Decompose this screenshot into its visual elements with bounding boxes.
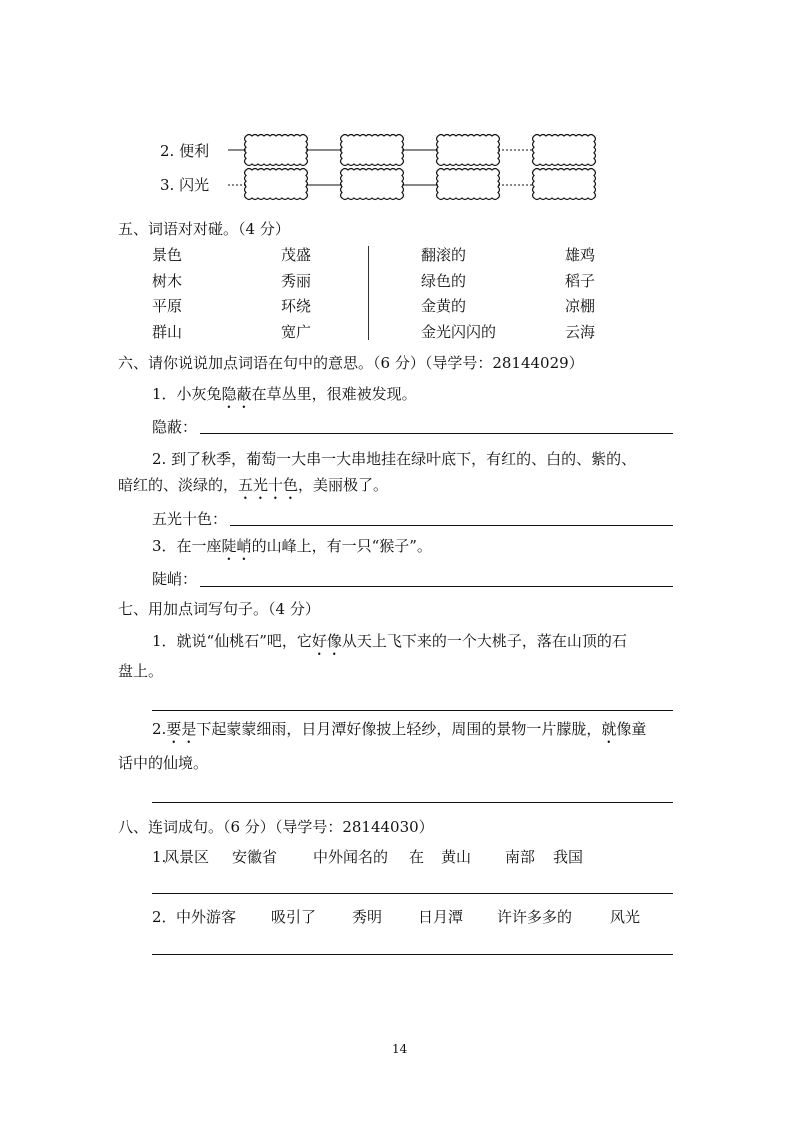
- q5-left-word: 树木: [152, 272, 183, 290]
- q8-title: 八、连词成句。（6 分）（导学号：28144030）: [118, 818, 434, 836]
- q5-right-word: 金光闪闪的: [421, 323, 497, 341]
- q6-s2-text: 暗红的、淡绿的，: [118, 476, 239, 494]
- q8-sentence-2-number: 2．: [152, 908, 177, 926]
- q5-left-match: 秀丽: [281, 272, 312, 290]
- q6-answer-line-1[interactable]: [200, 433, 673, 434]
- q7-answer-line-2[interactable]: [152, 802, 673, 803]
- q7-sentence-1-line-1: [152, 632, 627, 659]
- q8-s2-word: 日月潭: [418, 908, 464, 926]
- q8-s2-word: 中外游客: [176, 908, 237, 926]
- q5-right-word: 绿色的: [421, 272, 467, 290]
- q6-s3-text-end: 的山峰上，有一只“猴子”。: [251, 537, 432, 555]
- q7-sentence-2-line-1: [152, 720, 646, 747]
- answer-box[interactable]: [341, 135, 404, 166]
- q6-dotted-word-3: 陡峭: [221, 537, 252, 555]
- q5-right-word: 翻滚的: [421, 246, 467, 264]
- q7-sentence-1-line-2: 盘上。: [118, 662, 164, 680]
- q8-s2-word: 风光: [610, 908, 641, 926]
- q5-right-match: 稻子: [565, 272, 596, 290]
- q6-title: 六、请你说说加点词语在句中的意思。（6 分）（导学号：28144029）: [118, 354, 584, 372]
- q5-right-word: 金黄的: [421, 297, 467, 315]
- q8-s2-word: 秀明: [352, 908, 383, 926]
- answer-box[interactable]: [437, 135, 500, 166]
- q5-right-match: 云海: [565, 323, 596, 341]
- q8-s1-word: 安徽省: [232, 848, 278, 866]
- q6-sentence-2-line-1: 2. 到了秋季，葡萄一大串一大串地挂在绿叶底下，有红的、白的、紫的、: [152, 450, 637, 468]
- q8-s1-word: 黄山: [441, 848, 472, 866]
- q8-sentence-1-number: 1.: [152, 848, 167, 866]
- q5-left-word: 群山: [152, 323, 183, 341]
- q8-s1-word: 在: [409, 848, 425, 866]
- q6-s2-text-end: ，美丽极了。: [298, 476, 389, 494]
- q5-left-word: 平原: [152, 297, 183, 315]
- q8-answer-line-1[interactable]: [152, 893, 673, 894]
- q8-s1-word: 风景区: [164, 848, 210, 866]
- answer-box[interactable]: [245, 169, 308, 200]
- q4-row-3-label: 3. 闪光: [160, 176, 210, 194]
- q7-s2-num: 2.: [152, 720, 167, 738]
- q6-dotted-word-2: 五光十色: [238, 476, 299, 494]
- q6-answer-label-3: 陡峭：: [152, 570, 198, 588]
- q8-answer-line-2[interactable]: [152, 954, 673, 955]
- page-number: 14: [392, 1042, 408, 1056]
- q6-sentence-3: [152, 537, 432, 564]
- column-divider: [368, 246, 369, 340]
- q5-left-match: 环绕: [281, 297, 312, 315]
- answer-box[interactable]: [341, 169, 404, 200]
- q8-s1-word: 南部: [505, 848, 536, 866]
- q6-answer-line-3[interactable]: [200, 586, 673, 587]
- q8-s1-word: 我国: [553, 848, 584, 866]
- answer-box[interactable]: [437, 169, 500, 200]
- q6-answer-line-2[interactable]: [230, 525, 673, 526]
- q7-s1-text: 1．就说“仙桃石”吧，它: [152, 632, 312, 650]
- q5-left-match: 茂盛: [281, 246, 312, 264]
- q8-s1-word: 中外闻名的: [313, 848, 389, 866]
- q6-dotted-word-1: 隐蔽: [221, 385, 252, 403]
- q6-sentence-2-line-2: [118, 476, 388, 503]
- answer-box[interactable]: [533, 135, 596, 166]
- q5-title: 五、词语对对碰。（4 分）: [118, 220, 290, 238]
- q6-sentence-1: [152, 385, 417, 412]
- q8-s2-word: 许许多多的: [497, 908, 573, 926]
- q6-answer-label-1: 隐蔽：: [152, 418, 198, 436]
- answer-box[interactable]: [245, 135, 308, 166]
- q5-left-match: 宽广: [281, 323, 312, 341]
- q6-s1-text: 1．小灰兔: [152, 385, 222, 403]
- q5-left-word: 景色: [152, 246, 183, 264]
- q7-dotted-word-1: 好像: [311, 632, 342, 650]
- q7-answer-line-1[interactable]: [152, 710, 673, 711]
- q8-s2-word: 吸引了: [271, 908, 317, 926]
- q6-answer-label-2: 五光十色：: [152, 510, 228, 528]
- q7-sentence-2-line-2: 话中的仙境。: [118, 754, 209, 772]
- q6-s3-text: 3．在一座: [152, 537, 222, 555]
- q7-dotted-word-3: 就: [601, 720, 617, 738]
- q7-dotted-word-2: 要是: [166, 720, 197, 738]
- answer-box[interactable]: [533, 169, 596, 200]
- word-chain-boxes: [0, 0, 794, 220]
- q7-s2-text: 下起蒙蒙细雨，日月潭好像披上轻纱，周围的景物一片朦胧，: [196, 720, 602, 738]
- q6-s1-text-end: 在草丛里，很难被发现。: [251, 385, 417, 403]
- q5-right-match: 雄鸡: [565, 246, 596, 264]
- q4-row-2-label: 2. 便利: [160, 142, 210, 160]
- q7-s1-text-end: 从天上飞下来的一个大桃子，落在山顶的石: [341, 632, 627, 650]
- q7-s2-text-end: 像童: [616, 720, 647, 738]
- q5-right-match: 凉棚: [565, 297, 596, 315]
- q7-title: 七、用加点词写句子。（4 分）: [118, 600, 320, 618]
